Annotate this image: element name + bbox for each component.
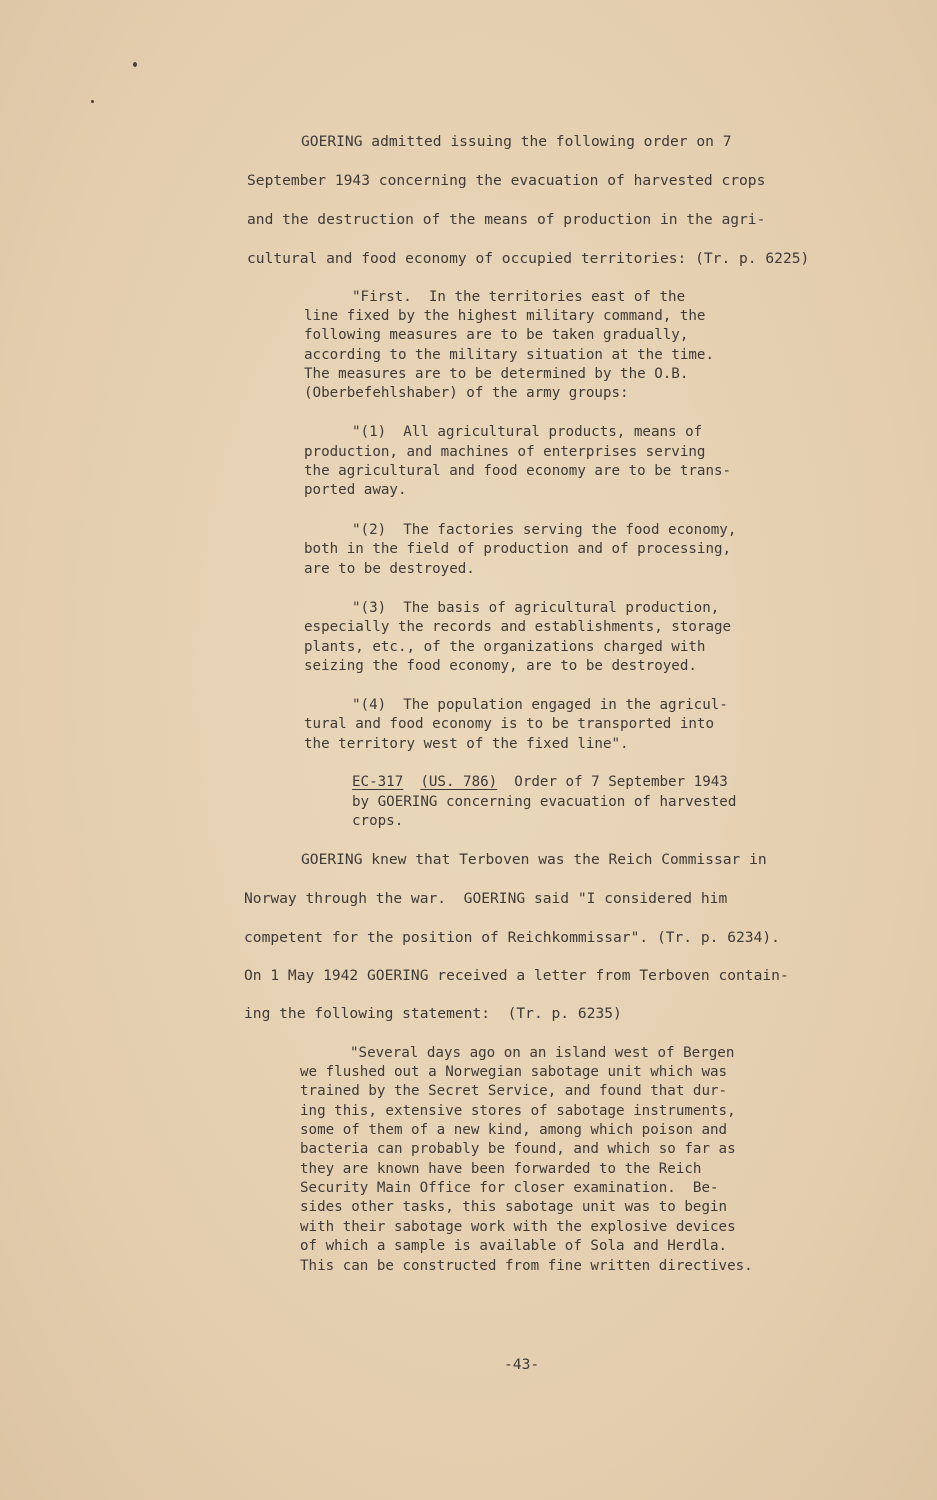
quote2-line: with their sabotage work with the explosive devices <box>300 1219 736 1235</box>
para1-line: September 1943 concerning the evacuation of harvested crops <box>247 172 766 189</box>
quote2-line: sides other tasks, this sabotage unit was to begin <box>300 1199 728 1215</box>
quote2-line: This can be constructed from fine written directives. <box>300 1258 753 1274</box>
citation-line: by GOERING concerning evacuation of harvested <box>352 794 737 810</box>
quote1-item2-line: are to be destroyed. <box>304 561 475 577</box>
para1-line: and the destruction of the means of production in the agri- <box>247 211 766 228</box>
citation-doc-ref: EC-317 <box>352 774 404 790</box>
quote1-item3-line: "(3) The basis of agricultural production, <box>352 600 720 616</box>
quote1-intro-line: following measures are to be taken gradually, <box>304 327 689 343</box>
quote2-line: they are known have been forwarded to the Reich <box>300 1161 702 1177</box>
quote1-intro-line: according to the military situation at the time. <box>304 347 714 363</box>
paper-speck <box>91 100 94 103</box>
quote2-line: Security Main Office for closer examination. Be- <box>300 1180 719 1196</box>
quote1-item4-line: "(4) The population engaged in the agricul- <box>352 697 728 713</box>
quote2-line: trained by the Secret Service, and found that dur- <box>300 1083 728 1099</box>
quote1-item3-line: especially the records and establishments, storage <box>304 619 732 635</box>
paper-speck <box>133 62 137 67</box>
quote1-item3-line: plants, etc., of the organizations charged with <box>304 639 706 655</box>
citation-us-ref: (US. 786) <box>420 774 498 790</box>
para2-line: ing the following statement: (Tr. p. 6235) <box>244 1005 622 1022</box>
citation-line <box>352 774 728 790</box>
quote2-line: we flushed out a Norwegian sabotage unit which was <box>300 1064 728 1080</box>
quote2-line: "Several days ago on an island west of Bergen <box>350 1045 735 1061</box>
para1-line: cultural and food economy of occupied territories: (Tr. p. 6225) <box>247 250 810 267</box>
page-number: -43- <box>504 1356 540 1373</box>
para2-line: On 1 May 1942 GOERING received a letter from Terboven contain- <box>244 967 789 984</box>
quote2-line: ing this, extensive stores of sabotage instruments, <box>300 1103 736 1119</box>
quote1-item1-line: ported away. <box>304 482 407 498</box>
para2-line: competent for the position of Reichkommissar". (Tr. p. 6234). <box>244 929 780 946</box>
citation-line: crops. <box>352 813 404 829</box>
quote1-item2-line: both in the field of production and of processing, <box>304 541 732 557</box>
para1-line: GOERING admitted issuing the following order on 7 <box>301 133 732 150</box>
para2-line: GOERING knew that Terboven was the Reich Commissar in <box>301 851 767 868</box>
quote1-intro-line: (Oberbefehlshaber) of the army groups: <box>304 385 629 401</box>
quote1-item4-line: the territory west of the fixed line". <box>304 736 629 752</box>
quote1-item1-line: production, and machines of enterprises serving <box>304 444 706 460</box>
citation-rest: Order of 7 September 1943 <box>497 774 728 790</box>
quote1-item3-line: seizing the food economy, are to be destroyed. <box>304 658 697 674</box>
quote2-line: of which a sample is available of Sola and Herdla. <box>300 1238 728 1254</box>
quote1-item4-line: tural and food economy is to be transported into <box>304 716 714 732</box>
quote1-item1-line: "(1) All agricultural products, means of <box>352 424 703 440</box>
quote1-item1-line: the agricultural and food economy are to be trans- <box>304 463 732 479</box>
quote1-intro-line: line fixed by the highest military command, the <box>304 308 706 324</box>
quote1-intro-line: "First. In the territories east of the <box>352 289 686 305</box>
quote2-line: some of them of a new kind, among which poison and <box>300 1122 728 1138</box>
quote1-intro-line: The measures are to be determined by the O.B. <box>304 366 689 382</box>
quote2-line: bacteria can probably be found, and which so far as <box>300 1141 736 1157</box>
quote1-item2-line: "(2) The factories serving the food economy, <box>352 522 737 538</box>
para2-line: Norway through the war. GOERING said "I considered him <box>244 890 728 907</box>
